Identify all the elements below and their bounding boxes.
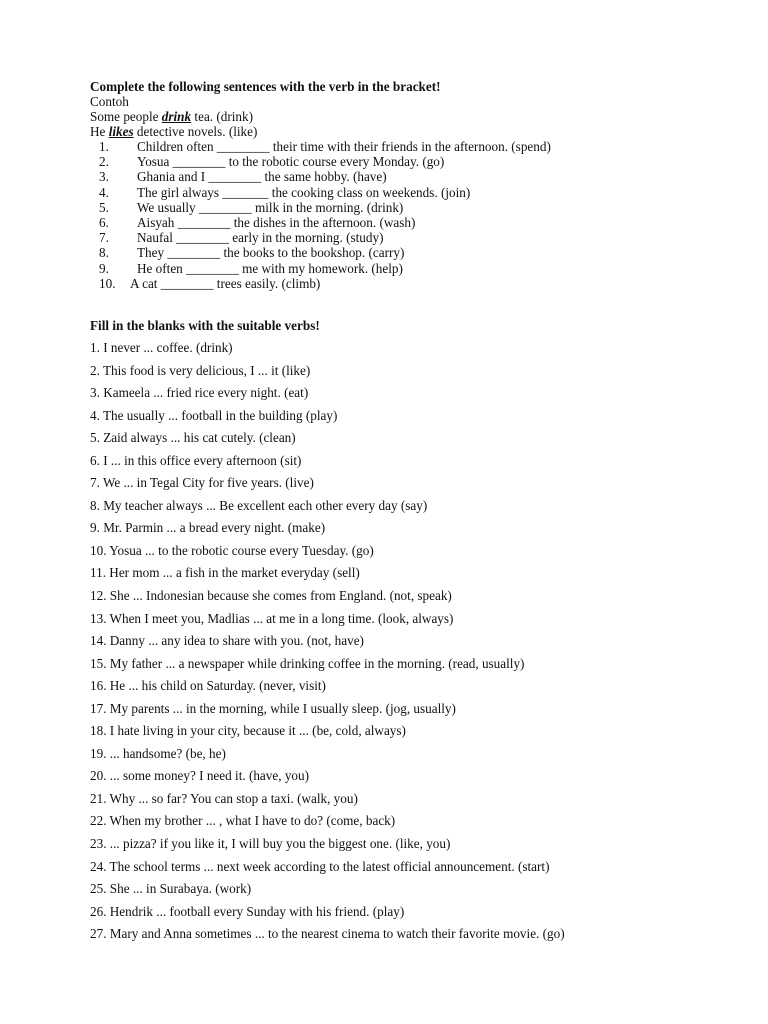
list-item: 18. I hate living in your city, because it ... (be, cold, always) bbox=[90, 723, 406, 739]
exercise-item bbox=[90, 139, 551, 154]
item-text: He often ________ me with my homework. (help) bbox=[137, 260, 403, 276]
item-number: 6. bbox=[99, 214, 109, 230]
example-sentence-1 bbox=[90, 109, 441, 124]
exercise-item bbox=[90, 230, 441, 245]
list-item: 19. ... handsome? (be, he) bbox=[90, 745, 226, 761]
example-label: Contoh bbox=[90, 94, 129, 109]
item-text: Yosua ________ to the robotic course every Monday. (go) bbox=[137, 154, 445, 170]
numbered-exercise-list bbox=[90, 139, 551, 291]
list-item: 7. We ... in Tegal City for five years. (live) bbox=[90, 475, 314, 491]
list-item: 27. Mary and Anna sometimes ... to the nearest cinema to watch their favorite movie. (go) bbox=[90, 926, 565, 942]
example-1-before: Some people bbox=[90, 109, 162, 124]
item-text: Ghania and I ________ the same hobby. (have) bbox=[137, 169, 387, 185]
exercise-item bbox=[90, 154, 445, 170]
exercise-item bbox=[90, 184, 471, 200]
item-text: A cat ________ trees easily. (climb) bbox=[130, 275, 321, 291]
list-item: 9. Mr. Parmin ... a bread every night. (make) bbox=[90, 520, 326, 536]
list-item: 11. Her mom ... a fish in the market everyday (sell) bbox=[90, 565, 360, 581]
item-number: 2. bbox=[99, 154, 109, 170]
list-item: 12. She ... Indonesian because she comes from England. (not, speak) bbox=[90, 588, 452, 604]
list-item: 15. My father ... a newspaper while drinking coffee in the morning. (read, usually) bbox=[90, 655, 525, 671]
item-number: 8. bbox=[99, 245, 109, 261]
list-item: 10. Yosua ... to the robotic course every Tuesday. (go) bbox=[90, 542, 374, 558]
example-sentence-2 bbox=[90, 124, 441, 139]
item-number: 7. bbox=[99, 230, 109, 246]
list-item: 2. This food is very delicious, I ... it (like) bbox=[90, 362, 311, 378]
list-item: 8. My teacher always ... Be excellent each other every day (say) bbox=[90, 497, 428, 513]
list-item: 25. She ... in Surabaya. (work) bbox=[90, 881, 252, 897]
list-item: 5. Zaid always ... his cat cutely. (clean) bbox=[90, 430, 296, 446]
list-item: 13. When I meet you, Madlias ... at me in a long time. (look, always) bbox=[90, 610, 454, 626]
item-text: We usually ________ milk in the morning. (drink) bbox=[137, 199, 404, 215]
exercise-section-2 bbox=[90, 340, 565, 949]
example-1-verb: drink bbox=[161, 109, 192, 124]
item-text: Children often ________ their time with their friends in the afternoon. (spend) bbox=[137, 139, 551, 154]
exercise-item bbox=[90, 215, 441, 230]
item-number: 10. bbox=[99, 275, 116, 291]
list-item: 1. I never ... coffee. (drink) bbox=[90, 340, 233, 355]
section-1-title: Complete the following sentences with the verb in the bracket! bbox=[90, 79, 441, 94]
list-item: 21. Why ... so far? You can stop a taxi. (walk, you) bbox=[90, 790, 358, 806]
list-item: 3. Kameela ... fried rice every night. (eat) bbox=[90, 385, 309, 401]
list-item: 6. I ... in this office every afternoon (sit) bbox=[90, 452, 302, 468]
exercise-item bbox=[90, 261, 441, 276]
list-item: 23. ... pizza? if you like it, I will buy you the biggest one. (like, you) bbox=[90, 836, 451, 852]
exercise-item bbox=[90, 245, 441, 260]
list-item: 14. Danny ... any idea to share with you. (not, have) bbox=[90, 633, 364, 649]
list-item: 20. ... some money? I need it. (have, you) bbox=[90, 768, 309, 784]
exercise-section-1 bbox=[90, 79, 551, 291]
section-2-title: Fill in the blanks with the suitable verbs! bbox=[90, 318, 320, 333]
exercise-item bbox=[90, 276, 441, 291]
list-item: 4. The usually ... football in the building (play) bbox=[90, 407, 338, 423]
list-item: 16. He ... his child on Saturday. (never, visit) bbox=[90, 678, 326, 694]
list-item: 22. When my brother ... , what I have to do? (come, back) bbox=[90, 813, 396, 829]
list-item: 24. The school terms ... next week according to the latest official announcement. (start) bbox=[90, 858, 550, 874]
example-2-before: He bbox=[90, 124, 109, 139]
item-number: 3. bbox=[99, 169, 109, 185]
item-number: 4. bbox=[99, 184, 109, 200]
example-1-after: tea. (drink) bbox=[191, 109, 254, 124]
item-text: The girl always _______ the cooking class on weekends. (join) bbox=[137, 184, 471, 200]
item-number: 1. bbox=[99, 139, 109, 154]
exercise-item bbox=[90, 200, 441, 215]
list-item: 26. Hendrik ... football every Sunday with his friend. (play) bbox=[90, 903, 405, 919]
item-text: Naufal ________ early in the morning. (study) bbox=[137, 230, 384, 246]
item-number: 9. bbox=[99, 260, 109, 276]
example-2-after: detective novels. (like) bbox=[133, 124, 258, 139]
exercise-item bbox=[90, 169, 441, 184]
list-item: 17. My parents ... in the morning, while I usually sleep. (jog, usually) bbox=[90, 700, 456, 716]
item-text: They ________ the books to the bookshop. (carry) bbox=[137, 245, 405, 261]
item-number: 5. bbox=[99, 199, 109, 215]
item-text: Aisyah ________ the dishes in the afternoon. (wash) bbox=[137, 214, 416, 230]
example-2-verb: likes bbox=[108, 124, 134, 139]
